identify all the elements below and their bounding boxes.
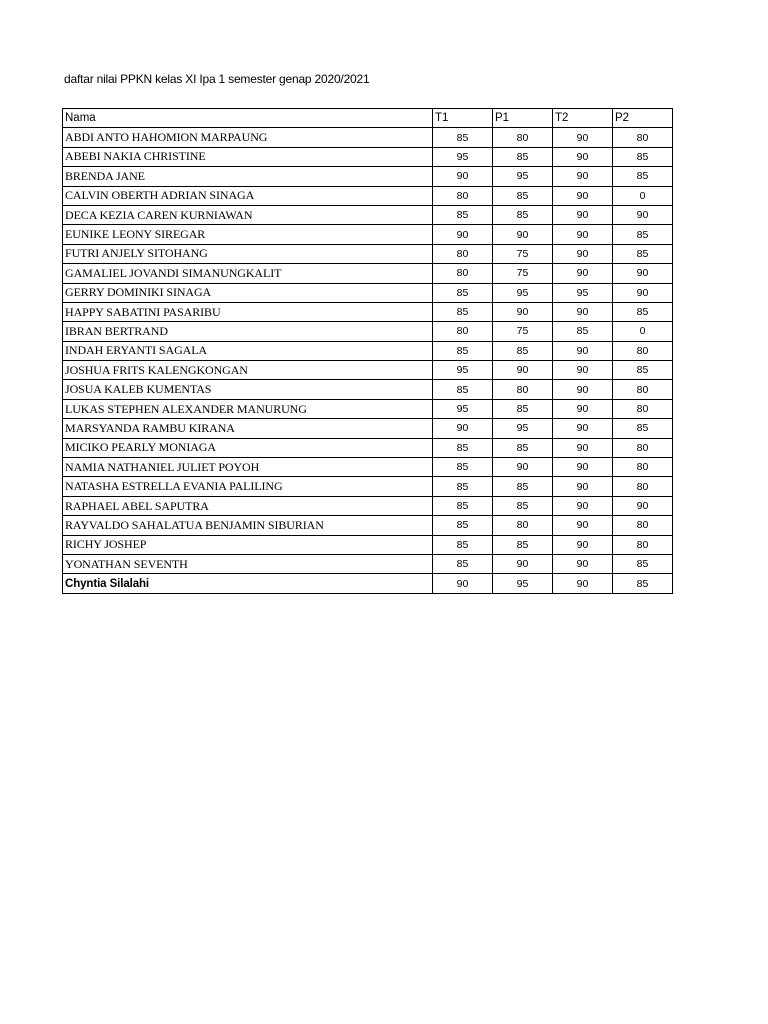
table-row (63, 264, 673, 283)
score-t1-cell: 85 (433, 283, 493, 302)
student-name-cell: NATASHA ESTRELLA EVANIA PALILING (63, 477, 433, 496)
table-row (63, 477, 673, 496)
score-p1-cell: 85 (493, 341, 553, 360)
score-p2-cell: 80 (613, 438, 673, 457)
table-row (63, 419, 673, 438)
score-t2-cell: 85 (553, 322, 613, 341)
student-name-cell: RAPHAEL ABEL SAPUTRA (63, 496, 433, 515)
score-t2-cell: 90 (553, 399, 613, 418)
student-name-cell: CALVIN OBERTH ADRIAN SINAGA (63, 186, 433, 205)
score-p2-cell: 80 (613, 458, 673, 477)
score-p2-cell: 85 (613, 167, 673, 186)
score-p1-cell: 85 (493, 477, 553, 496)
score-p1-cell: 75 (493, 322, 553, 341)
table-row (63, 574, 673, 593)
score-p2-cell: 85 (613, 361, 673, 380)
score-t2-cell: 90 (553, 380, 613, 399)
table-row (63, 516, 673, 535)
score-t2-cell: 90 (553, 535, 613, 554)
score-t2-cell: 90 (553, 516, 613, 535)
student-name-cell: JOSHUA FRITS KALENGKONGAN (63, 361, 433, 380)
score-t2-cell: 90 (553, 205, 613, 224)
score-t1-cell: 90 (433, 225, 493, 244)
student-name-cell: MICIKO PEARLY MONIAGA (63, 438, 433, 457)
score-t1-cell: 85 (433, 554, 493, 573)
score-p1-cell: 80 (493, 128, 553, 147)
score-t2-cell: 90 (553, 419, 613, 438)
score-p2-cell: 85 (613, 225, 673, 244)
score-t1-cell: 80 (433, 322, 493, 341)
score-t2-cell: 90 (553, 225, 613, 244)
table-row (63, 322, 673, 341)
score-p1-cell: 85 (493, 186, 553, 205)
score-t1-cell: 85 (433, 205, 493, 224)
score-t2-cell: 95 (553, 283, 613, 302)
student-name-cell: DECA KEZIA CAREN KURNIAWAN (63, 205, 433, 224)
score-t1-cell: 95 (433, 147, 493, 166)
score-p2-cell: 80 (613, 477, 673, 496)
student-name-cell: RICHY JOSHEP (63, 535, 433, 554)
student-name-cell: FUTRI ANJELY SITOHANG (63, 244, 433, 263)
student-name-cell: Chyntia Silalahi (63, 574, 433, 593)
score-p1-cell: 80 (493, 380, 553, 399)
table-row (63, 244, 673, 263)
header-p2: P2 (613, 109, 673, 128)
header-nama: Nama (63, 109, 433, 128)
student-name-cell: GAMALIEL JOVANDI SIMANUNGKALIT (63, 264, 433, 283)
header-p1: P1 (493, 109, 553, 128)
score-t2-cell: 90 (553, 341, 613, 360)
score-p2-cell: 85 (613, 302, 673, 321)
student-name-cell: HAPPY SABATINI PASARIBU (63, 302, 433, 321)
score-t2-cell: 90 (553, 147, 613, 166)
score-t1-cell: 85 (433, 458, 493, 477)
score-p2-cell: 80 (613, 380, 673, 399)
score-t2-cell: 90 (553, 361, 613, 380)
score-t1-cell: 80 (433, 264, 493, 283)
score-p2-cell: 80 (613, 535, 673, 554)
student-name-cell: BRENDA JANE (63, 167, 433, 186)
score-t1-cell: 85 (433, 380, 493, 399)
table-row (63, 128, 673, 147)
student-name-cell: JOSUA KALEB KUMENTAS (63, 380, 433, 399)
score-p2-cell: 85 (613, 554, 673, 573)
score-p2-cell: 80 (613, 128, 673, 147)
score-t2-cell: 90 (553, 496, 613, 515)
score-p2-cell: 0 (613, 322, 673, 341)
grades-table (62, 108, 673, 594)
score-p1-cell: 75 (493, 264, 553, 283)
table-row (63, 380, 673, 399)
score-p1-cell: 90 (493, 554, 553, 573)
score-p1-cell: 90 (493, 302, 553, 321)
student-name-cell: IBRAN BERTRAND (63, 322, 433, 341)
table-row (63, 399, 673, 418)
document-title: daftar nilai PPKN kelas XI Ipa 1 semester genap 2020/2021 (64, 72, 370, 86)
score-t1-cell: 80 (433, 186, 493, 205)
score-p2-cell: 85 (613, 244, 673, 263)
score-t1-cell: 90 (433, 167, 493, 186)
table-row (63, 458, 673, 477)
student-name-cell: LUKAS STEPHEN ALEXANDER MANURUNG (63, 399, 433, 418)
score-p1-cell: 90 (493, 458, 553, 477)
score-p2-cell: 90 (613, 205, 673, 224)
table-row (63, 283, 673, 302)
score-t2-cell: 90 (553, 264, 613, 283)
score-p2-cell: 85 (613, 574, 673, 593)
score-p1-cell: 95 (493, 167, 553, 186)
table-body (63, 128, 673, 593)
table-row (63, 438, 673, 457)
score-t1-cell: 90 (433, 574, 493, 593)
score-t2-cell: 90 (553, 128, 613, 147)
score-p1-cell: 85 (493, 147, 553, 166)
header-t2: T2 (553, 109, 613, 128)
table-row (63, 186, 673, 205)
score-t1-cell: 85 (433, 438, 493, 457)
score-t1-cell: 80 (433, 244, 493, 263)
score-p2-cell: 90 (613, 264, 673, 283)
score-p1-cell: 95 (493, 574, 553, 593)
score-t2-cell: 90 (553, 554, 613, 573)
score-p1-cell: 85 (493, 399, 553, 418)
student-name-cell: INDAH ERYANTI SAGALA (63, 341, 433, 360)
table-row (63, 496, 673, 515)
student-name-cell: GERRY DOMINIKI SINAGA (63, 283, 433, 302)
score-t1-cell: 85 (433, 516, 493, 535)
student-name-cell: RAYVALDO SAHALATUA BENJAMIN SIBURIAN (63, 516, 433, 535)
student-name-cell: YONATHAN SEVENTH (63, 554, 433, 573)
table-row (63, 205, 673, 224)
score-t1-cell: 85 (433, 341, 493, 360)
score-p1-cell: 85 (493, 535, 553, 554)
score-p2-cell: 90 (613, 496, 673, 515)
table-row (63, 167, 673, 186)
score-p1-cell: 90 (493, 361, 553, 380)
score-p1-cell: 75 (493, 244, 553, 263)
score-p2-cell: 90 (613, 283, 673, 302)
score-t2-cell: 90 (553, 458, 613, 477)
table-row (63, 361, 673, 380)
table-row (63, 225, 673, 244)
table-row (63, 147, 673, 166)
score-p1-cell: 80 (493, 516, 553, 535)
score-p2-cell: 80 (613, 399, 673, 418)
score-p1-cell: 85 (493, 205, 553, 224)
score-p1-cell: 85 (493, 438, 553, 457)
student-name-cell: ABEBI NAKIA CHRISTINE (63, 147, 433, 166)
score-t2-cell: 90 (553, 477, 613, 496)
table-row (63, 302, 673, 321)
score-t1-cell: 95 (433, 399, 493, 418)
score-p1-cell: 90 (493, 225, 553, 244)
student-name-cell: MARSYANDA RAMBU KIRANA (63, 419, 433, 438)
score-t1-cell: 90 (433, 419, 493, 438)
student-name-cell: ABDI ANTO HAHOMION MARPAUNG (63, 128, 433, 147)
score-t1-cell: 85 (433, 477, 493, 496)
table-header-row (63, 109, 673, 128)
score-t1-cell: 85 (433, 496, 493, 515)
score-t1-cell: 85 (433, 535, 493, 554)
score-t2-cell: 90 (553, 574, 613, 593)
table-row (63, 535, 673, 554)
score-t2-cell: 90 (553, 167, 613, 186)
score-t1-cell: 95 (433, 361, 493, 380)
score-p1-cell: 95 (493, 283, 553, 302)
score-t2-cell: 90 (553, 244, 613, 263)
score-t1-cell: 85 (433, 302, 493, 321)
score-p2-cell: 0 (613, 186, 673, 205)
score-p1-cell: 95 (493, 419, 553, 438)
score-t2-cell: 90 (553, 302, 613, 321)
header-t1: T1 (433, 109, 493, 128)
student-name-cell: EUNIKE LEONY SIREGAR (63, 225, 433, 244)
score-p2-cell: 80 (613, 516, 673, 535)
table-row (63, 554, 673, 573)
score-p2-cell: 80 (613, 341, 673, 360)
score-t1-cell: 85 (433, 128, 493, 147)
score-p1-cell: 85 (493, 496, 553, 515)
score-p2-cell: 85 (613, 419, 673, 438)
score-p2-cell: 85 (613, 147, 673, 166)
score-t2-cell: 90 (553, 186, 613, 205)
score-t2-cell: 90 (553, 438, 613, 457)
student-name-cell: NAMIA NATHANIEL JULIET POYOH (63, 458, 433, 477)
table-row (63, 341, 673, 360)
